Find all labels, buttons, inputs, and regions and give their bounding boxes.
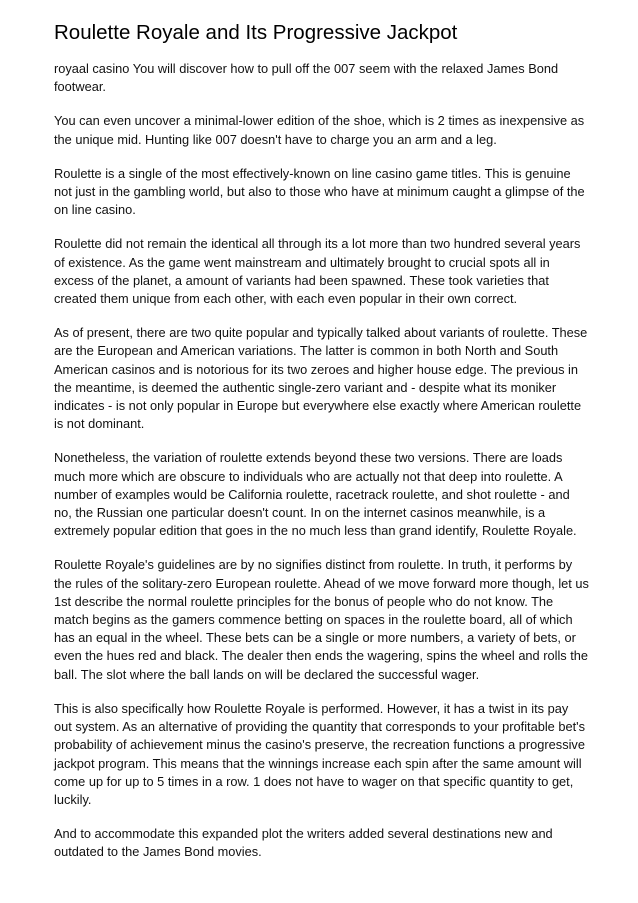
paragraph-james-bond: And to accommodate this expanded plot the writers added several destinations new and outdated to the James Bond movies.: [54, 826, 553, 860]
paragraph-shoe-edition: You can even uncover a minimal-lower edition of the shoe, which is 2 times as inexpensive as the unique mid. Hunting like 007 doesn't have to charge you an arm and a leg.: [54, 113, 585, 147]
paragraph-other-versions: Nonetheless, the variation of roulette extends beyond these two versions. There are loads much more which are obscure to individuals who are actually not that deep into roulette. A number of examples would be California roulette, racetrack roulette, and shot roulette - and no, the Russian one particular doesn't count. In on the internet casinos meanwhile, is a extremely popular edition that goes in the no much less than grand identify, Roulette Royale.: [54, 450, 577, 539]
paragraph-variants: As of present, there are two quite popular and typically talked about variants of roulette. These are the European and American variations. The latter is common in both North and South American casinos and is notorious for its two zeroes and higher house edge. The previous in the meantime, is deemed the authentic single-zero variant and - despite what its moniker indicates - is not only popular in Europe but everywhere else exactly where American roulette is not dominant.: [54, 325, 588, 432]
paragraph-roulette-history: Roulette did not remain the identical all through its a lot more than two hundred several years of existence. As the game went mainstream and ultimately brought to crucial spots all in excess of the planet, a amount of variants had been spawned. These took varieties that created them unique from each other, with each even popular in their own correct.: [54, 236, 581, 307]
paragraph-roulette-known: Roulette is a single of the most effectively-known on line casino game titles. This is genuine not just in the gambling world, but also to those who have at minimum caught a glimpse of the on line casino.: [54, 165, 585, 218]
document-page: [54, 20, 589, 878]
paragraph-guidelines: Roulette Royale's guidelines are by no signifies distinct from roulette. In truth, it performs by the rules of the solitary-zero European roulette. Ahead of we move forward more though, let us 1st describe the normal roulette principles for the bonus of people who do not know. The match begins as the gamers commence betting on spaces in the roulette board, all of which has an equal in the wheel. These bets can be a single or more numbers, a variety of bets, or even the hues red and black. The dealer then ends the wagering, spins the wheel and rolls the ball. The slot where the ball lands on will be declared the successful wager.: [54, 557, 589, 682]
paragraph-intro: royaal casino You will discover how to pull off the 007 seem with the relaxed James Bond footwear.: [54, 61, 559, 95]
paragraph-jackpot: This is also specifically how Roulette Royale is performed. However, it has a twist in its pay out system. As an alternative of providing the quantity that corresponds to your profitable bet's probability of achievement minus the casino's preserve, the recreation functions a progressive jackpot program. This means that the winnings increase each spin after the same amount will come up for up to 5 times in a row. 1 does not have to wager on that specific quantity to get, luckily.: [54, 700, 585, 807]
document-title: Roulette Royale and Its Progressive Jackpot: [54, 21, 458, 44]
